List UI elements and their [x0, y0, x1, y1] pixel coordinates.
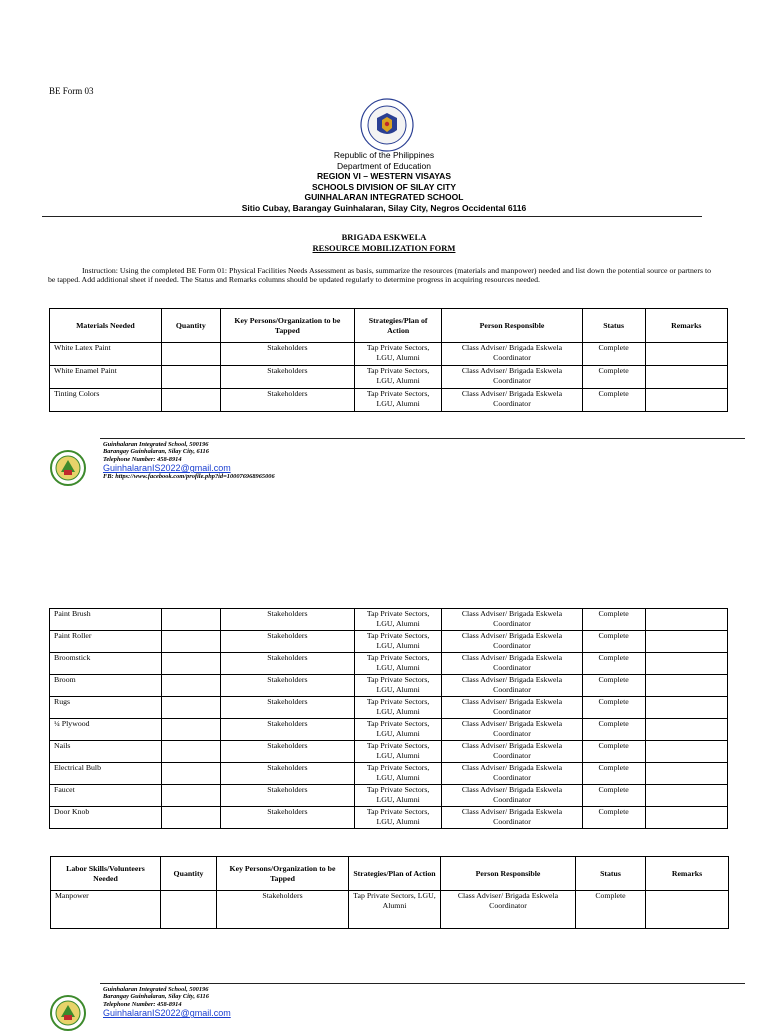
school-logo: [50, 995, 86, 1031]
header-strategies: Strategies/Plan of Action: [349, 857, 441, 891]
quantity-cell: [161, 763, 220, 785]
status-cell: Complete: [582, 697, 645, 719]
strategy-cell: Tap Private Sectors, LGU, Alumni: [354, 763, 441, 785]
table-row: [50, 631, 728, 653]
quantity-cell: [161, 741, 220, 763]
key-persons-cell: Stakeholders: [220, 366, 354, 389]
quantity-cell: [161, 343, 220, 366]
footer-email-link[interactable]: GuinhalaranIS2022@gmail.com: [103, 1008, 231, 1019]
item-cell: Nails: [50, 741, 162, 763]
status-cell: Complete: [582, 653, 645, 675]
deped-seal-logo: [360, 98, 414, 152]
status-cell: Complete: [582, 389, 645, 412]
page-footer: [48, 983, 708, 1024]
key-persons-cell: Stakeholders: [220, 741, 354, 763]
quantity-cell: [161, 697, 220, 719]
form-code: BE Form 03: [49, 86, 94, 96]
header-republic: Republic of the Philippines: [333, 150, 435, 160]
item-cell: Broomstick: [50, 653, 162, 675]
remarks-cell: [645, 719, 727, 741]
item-cell: Paint Roller: [50, 631, 162, 653]
status-cell: Complete: [582, 675, 645, 697]
footer-address-line: Barangay Guinhalaran, Silay City, 6116: [103, 993, 209, 1001]
table-header-row: [50, 309, 728, 343]
strategy-cell: Tap Private Sectors, LGU, Alumni: [354, 389, 441, 412]
quantity-cell: [161, 366, 220, 389]
table-row: [50, 389, 728, 412]
key-persons-cell: Stakeholders: [220, 719, 354, 741]
status-cell: Complete: [582, 609, 645, 631]
strategy-cell: Tap Private Sectors, LGU, Alumni: [354, 785, 441, 807]
remarks-cell: [645, 807, 727, 829]
materials-table-page2: [49, 608, 728, 829]
header-key-persons: Key Persons/Organization to be Tapped: [217, 857, 349, 891]
page-footer: [48, 438, 708, 498]
remarks-cell: [645, 675, 727, 697]
status-cell: Complete: [582, 343, 645, 366]
table-row: [51, 891, 729, 929]
remarks-cell: [645, 343, 727, 366]
header-person-responsible: Person Responsible: [441, 857, 576, 891]
government-header: [0, 150, 768, 214]
table-row: [50, 785, 728, 807]
labor-header-row: [51, 857, 729, 891]
item-cell: ¼ Plywood: [50, 719, 162, 741]
quantity-cell: [161, 807, 220, 829]
footer-address-line: Barangay Guinhalaran, Silay City, 6116: [103, 448, 209, 456]
header-person-responsible: Person Responsible: [442, 309, 582, 343]
labor-table: [50, 856, 729, 929]
quantity-cell: [161, 631, 220, 653]
item-cell: Paint Brush: [50, 609, 162, 631]
person-responsible-cell: Class Adviser/ Brigada Eskwela Coordinator: [441, 891, 576, 929]
quantity-cell: [161, 785, 220, 807]
status-cell: Complete: [582, 807, 645, 829]
table-row: [50, 366, 728, 389]
table-row: [50, 675, 728, 697]
key-persons-cell: Stakeholders: [220, 675, 354, 697]
key-persons-cell: Stakeholders: [220, 807, 354, 829]
header-school: GUINHALARAN INTEGRATED SCHOOL: [304, 192, 464, 203]
strategy-cell: Tap Private Sectors, LGU, Alumni: [354, 807, 441, 829]
remarks-cell: [646, 891, 729, 929]
person-responsible-cell: Class Adviser/ Brigada Eskwela Coordinator: [442, 741, 582, 763]
footer-phone-line: Telephone Number: 458-8914: [103, 1000, 182, 1008]
table-row: [50, 807, 728, 829]
status-cell: Complete: [576, 891, 646, 929]
key-persons-cell: Stakeholders: [220, 763, 354, 785]
key-persons-cell: Stakeholders: [220, 653, 354, 675]
strategy-cell: Tap Private Sectors, LGU, Alumni: [354, 653, 441, 675]
footer-divider: [100, 438, 745, 439]
quantity-cell: [161, 675, 220, 697]
form-title: [0, 232, 768, 253]
item-cell: Manpower: [51, 891, 161, 929]
materials-table-page1: [49, 308, 728, 412]
key-persons-cell: Stakeholders: [220, 697, 354, 719]
person-responsible-cell: Class Adviser/ Brigada Eskwela Coordinator: [442, 366, 582, 389]
footer-phone-line: Telephone Number: 458-8914: [103, 455, 182, 463]
form-name: RESOURCE MOBILIZATION FORM: [312, 242, 456, 253]
footer-divider: [100, 983, 745, 984]
header-materials: Materials Needed: [50, 309, 162, 343]
person-responsible-cell: Class Adviser/ Brigada Eskwela Coordinator: [442, 653, 582, 675]
person-responsible-cell: Class Adviser/ Brigada Eskwela Coordinator: [442, 763, 582, 785]
strategy-cell: Tap Private Sectors, LGU, Alumni: [354, 631, 441, 653]
quantity-cell: [161, 389, 220, 412]
header-remarks: Remarks: [645, 309, 727, 343]
person-responsible-cell: Class Adviser/ Brigada Eskwela Coordinator: [442, 719, 582, 741]
status-cell: Complete: [582, 785, 645, 807]
header-division: SCHOOLS DIVISION OF SILAY CITY: [311, 181, 457, 192]
header-divider: [42, 216, 702, 217]
quantity-cell: [161, 653, 220, 675]
item-cell: White Enamel Paint: [50, 366, 162, 389]
header-remarks: Remarks: [646, 857, 729, 891]
item-cell: Tinting Colors: [50, 389, 162, 412]
status-cell: Complete: [582, 631, 645, 653]
strategy-cell: Tap Private Sectors, LGU, Alumni: [354, 609, 441, 631]
table-row: [50, 697, 728, 719]
person-responsible-cell: Class Adviser/ Brigada Eskwela Coordinator: [442, 343, 582, 366]
item-cell: Door Knob: [50, 807, 162, 829]
table-row: [50, 609, 728, 631]
footer-email-link[interactable]: GuinhalaranIS2022@gmail.com: [103, 463, 231, 474]
item-cell: Electrical Bulb: [50, 763, 162, 785]
key-persons-cell: Stakeholders: [220, 609, 354, 631]
header-key-persons: Key Persons/Organization to be Tapped: [220, 309, 354, 343]
key-persons-cell: Stakeholders: [220, 631, 354, 653]
header-department: Department of Education: [336, 160, 432, 171]
footer-school-line: Guinhalaran Integrated School, 500196: [103, 986, 209, 993]
item-cell: Rugs: [50, 697, 162, 719]
strategy-cell: Tap Private Sectors, LGU, Alumni: [354, 343, 441, 366]
quantity-cell: [161, 891, 217, 929]
person-responsible-cell: Class Adviser/ Brigada Eskwela Coordinator: [442, 631, 582, 653]
header-strategies: Strategies/Plan of Action: [354, 309, 441, 343]
header-labor-skills: Labor Skills/Volunteers Needed: [51, 857, 161, 891]
strategy-cell: Tap Private Sectors, LGU, Alumni: [349, 891, 441, 929]
remarks-cell: [645, 785, 727, 807]
school-logo: [50, 450, 86, 486]
program-name: BRIGADA ESKWELA: [341, 232, 427, 242]
remarks-cell: [645, 631, 727, 653]
strategy-cell: Tap Private Sectors, LGU, Alumni: [354, 697, 441, 719]
table-row: [50, 343, 728, 366]
header-quantity: Quantity: [161, 309, 220, 343]
strategy-cell: Tap Private Sectors, LGU, Alumni: [354, 741, 441, 763]
key-persons-cell: Stakeholders: [220, 343, 354, 366]
remarks-cell: [645, 366, 727, 389]
remarks-cell: [645, 653, 727, 675]
key-persons-cell: Stakeholders: [217, 891, 349, 929]
item-cell: Broom: [50, 675, 162, 697]
footer-fb-line: FB: https://www.facebook.com/profile.php?id=100076968965006: [103, 473, 275, 481]
remarks-cell: [645, 741, 727, 763]
status-cell: Complete: [582, 366, 645, 389]
footer-school-line: Guinhalaran Integrated School, 500196: [103, 441, 209, 448]
person-responsible-cell: Class Adviser/ Brigada Eskwela Coordinator: [442, 697, 582, 719]
header-quantity: Quantity: [161, 857, 217, 891]
strategy-cell: Tap Private Sectors, LGU, Alumni: [354, 719, 441, 741]
table-row: [50, 653, 728, 675]
key-persons-cell: Stakeholders: [220, 389, 354, 412]
quantity-cell: [161, 609, 220, 631]
remarks-cell: [645, 389, 727, 412]
header-status: Status: [576, 857, 646, 891]
header-region: REGION VI – WESTERN VISAYAS: [317, 171, 451, 182]
table-row: [50, 741, 728, 763]
strategy-cell: Tap Private Sectors, LGU, Alumni: [354, 366, 441, 389]
status-cell: Complete: [582, 719, 645, 741]
item-cell: White Latex Paint: [50, 343, 162, 366]
status-cell: Complete: [582, 763, 645, 785]
person-responsible-cell: Class Adviser/ Brigada Eskwela Coordinator: [442, 389, 582, 412]
header-status: Status: [582, 309, 645, 343]
person-responsible-cell: Class Adviser/ Brigada Eskwela Coordinator: [442, 675, 582, 697]
header-address: Sitio Cubay, Barangay Guinhalaran, Silay City, Negros Occidental 6116: [241, 202, 527, 213]
key-persons-cell: Stakeholders: [220, 785, 354, 807]
remarks-cell: [645, 763, 727, 785]
quantity-cell: [161, 719, 220, 741]
table-row: [50, 763, 728, 785]
remarks-cell: [645, 609, 727, 631]
person-responsible-cell: Class Adviser/ Brigada Eskwela Coordinator: [442, 609, 582, 631]
strategy-cell: Tap Private Sectors, LGU, Alumni: [354, 675, 441, 697]
instruction-text: Instruction: Using the completed BE Form 01: Physical Facilities Needs Assessment as basis, summarize the resources (materials and manpower) needed and list down the potential source or partners to be tapped. Add additional sheet if needed. The Status and Remarks columns should be updated regularly to determine progress in acquiring resources needed.: [48, 266, 712, 285]
table-row: [50, 719, 728, 741]
item-cell: Faucet: [50, 785, 162, 807]
person-responsible-cell: Class Adviser/ Brigada Eskwela Coordinator: [442, 807, 582, 829]
status-cell: Complete: [582, 741, 645, 763]
person-responsible-cell: Class Adviser/ Brigada Eskwela Coordinator: [442, 785, 582, 807]
remarks-cell: [645, 697, 727, 719]
